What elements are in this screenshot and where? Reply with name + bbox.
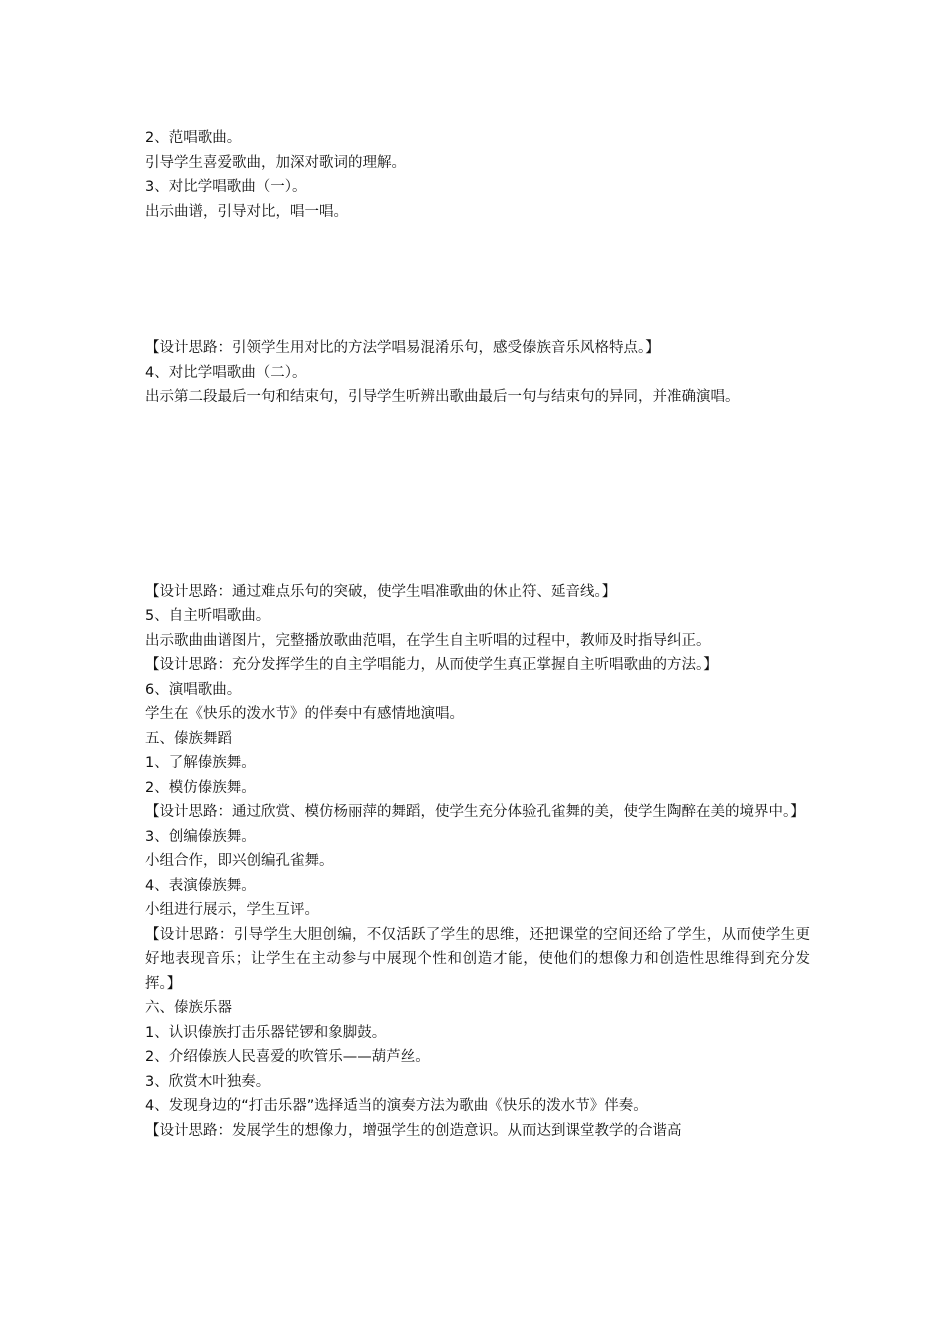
design-note: 【设计思路：发展学生的想像力，增强学生的创造意识。从而达到课堂教学的合谐高 xyxy=(145,1122,682,1139)
step-heading: 4、发现身边的“打击乐器”选择适当的演奏方法为歌曲《快乐的泼水节》伴奏。 xyxy=(145,1098,648,1114)
section-heading: 六、傣族乐器 xyxy=(145,1000,232,1016)
image-placeholder xyxy=(145,224,810,336)
step-text: 出示歌曲曲谱图片，完整播放歌曲范唱，在学生自主听唱的过程中，教师及时指导纠正。 xyxy=(145,632,711,649)
step-text: 出示曲谱，引导对比，唱一唱。 xyxy=(145,203,348,220)
step-heading: 1、认识傣族打击乐器铓锣和象脚鼓。 xyxy=(145,1024,387,1041)
image-placeholder xyxy=(145,410,810,580)
step-heading: 2、模仿傣族舞。 xyxy=(145,779,256,796)
step-text: 引导学生喜爱歌曲，加深对歌词的理解。 xyxy=(145,154,406,171)
step-heading: 4、表演傣族舞。 xyxy=(145,877,256,894)
step-heading: 3、欣赏木叶独奏。 xyxy=(145,1073,271,1090)
step-text: 小组合作，即兴创编孔雀舞。 xyxy=(145,853,334,869)
step-heading: 3、创编傣族舞。 xyxy=(145,828,256,845)
design-note: 【设计思路：引领学生用对比的方法学唱易混淆乐句，感受傣族音乐风格特点。】 xyxy=(145,340,660,356)
section-heading: 五、傣族舞蹈 xyxy=(145,730,232,747)
design-note: 【设计思路：通过难点乐句的突破，使学生唱准歌曲的休止符、延音线。】 xyxy=(145,583,617,600)
step-text: 学生在《快乐的泼水节》的伴奏中有感情地演唱。 xyxy=(145,706,464,722)
step-heading: 3、对比学唱歌曲（一）。 xyxy=(145,179,307,195)
step-heading: 2、范唱歌曲。 xyxy=(145,130,242,146)
design-note: 【设计思路：充分发挥学生的自主学唱能力，从而使学生真正掌握自主听唱歌曲的方法。】 xyxy=(145,657,718,673)
step-text: 出示第二段最后一句和结束句，引导学生听辨出歌曲最后一句与结束句的异同，并准确演唱。 xyxy=(145,389,740,405)
step-text: 小组进行展示，学生互评。 xyxy=(145,902,319,918)
document-body xyxy=(145,126,810,1143)
design-note: 【设计思路：引导学生大胆创编，不仅活跃了学生的思维，还把课堂的空间还给了学生，从而使学生更好地表现音乐；让学生在主动参与中展现个性和创造才能，使他们的想像力和创造性思维得到充分发挥。】 xyxy=(145,926,810,992)
design-note: 【设计思路：通过欣赏、模仿杨丽萍的舞蹈，使学生充分体验孔雀舞的美，使学生陶醉在美的境界中。】 xyxy=(145,804,805,820)
step-heading: 2、介绍傣族人民喜爱的吹管乐——葫芦丝。 xyxy=(145,1049,430,1065)
step-heading: 4、对比学唱歌曲（二）。 xyxy=(145,364,307,381)
step-heading: 5、自主听唱歌曲。 xyxy=(145,608,271,624)
step-heading: 6、演唱歌曲。 xyxy=(145,681,242,698)
step-heading: 1、了解傣族舞。 xyxy=(145,755,256,771)
